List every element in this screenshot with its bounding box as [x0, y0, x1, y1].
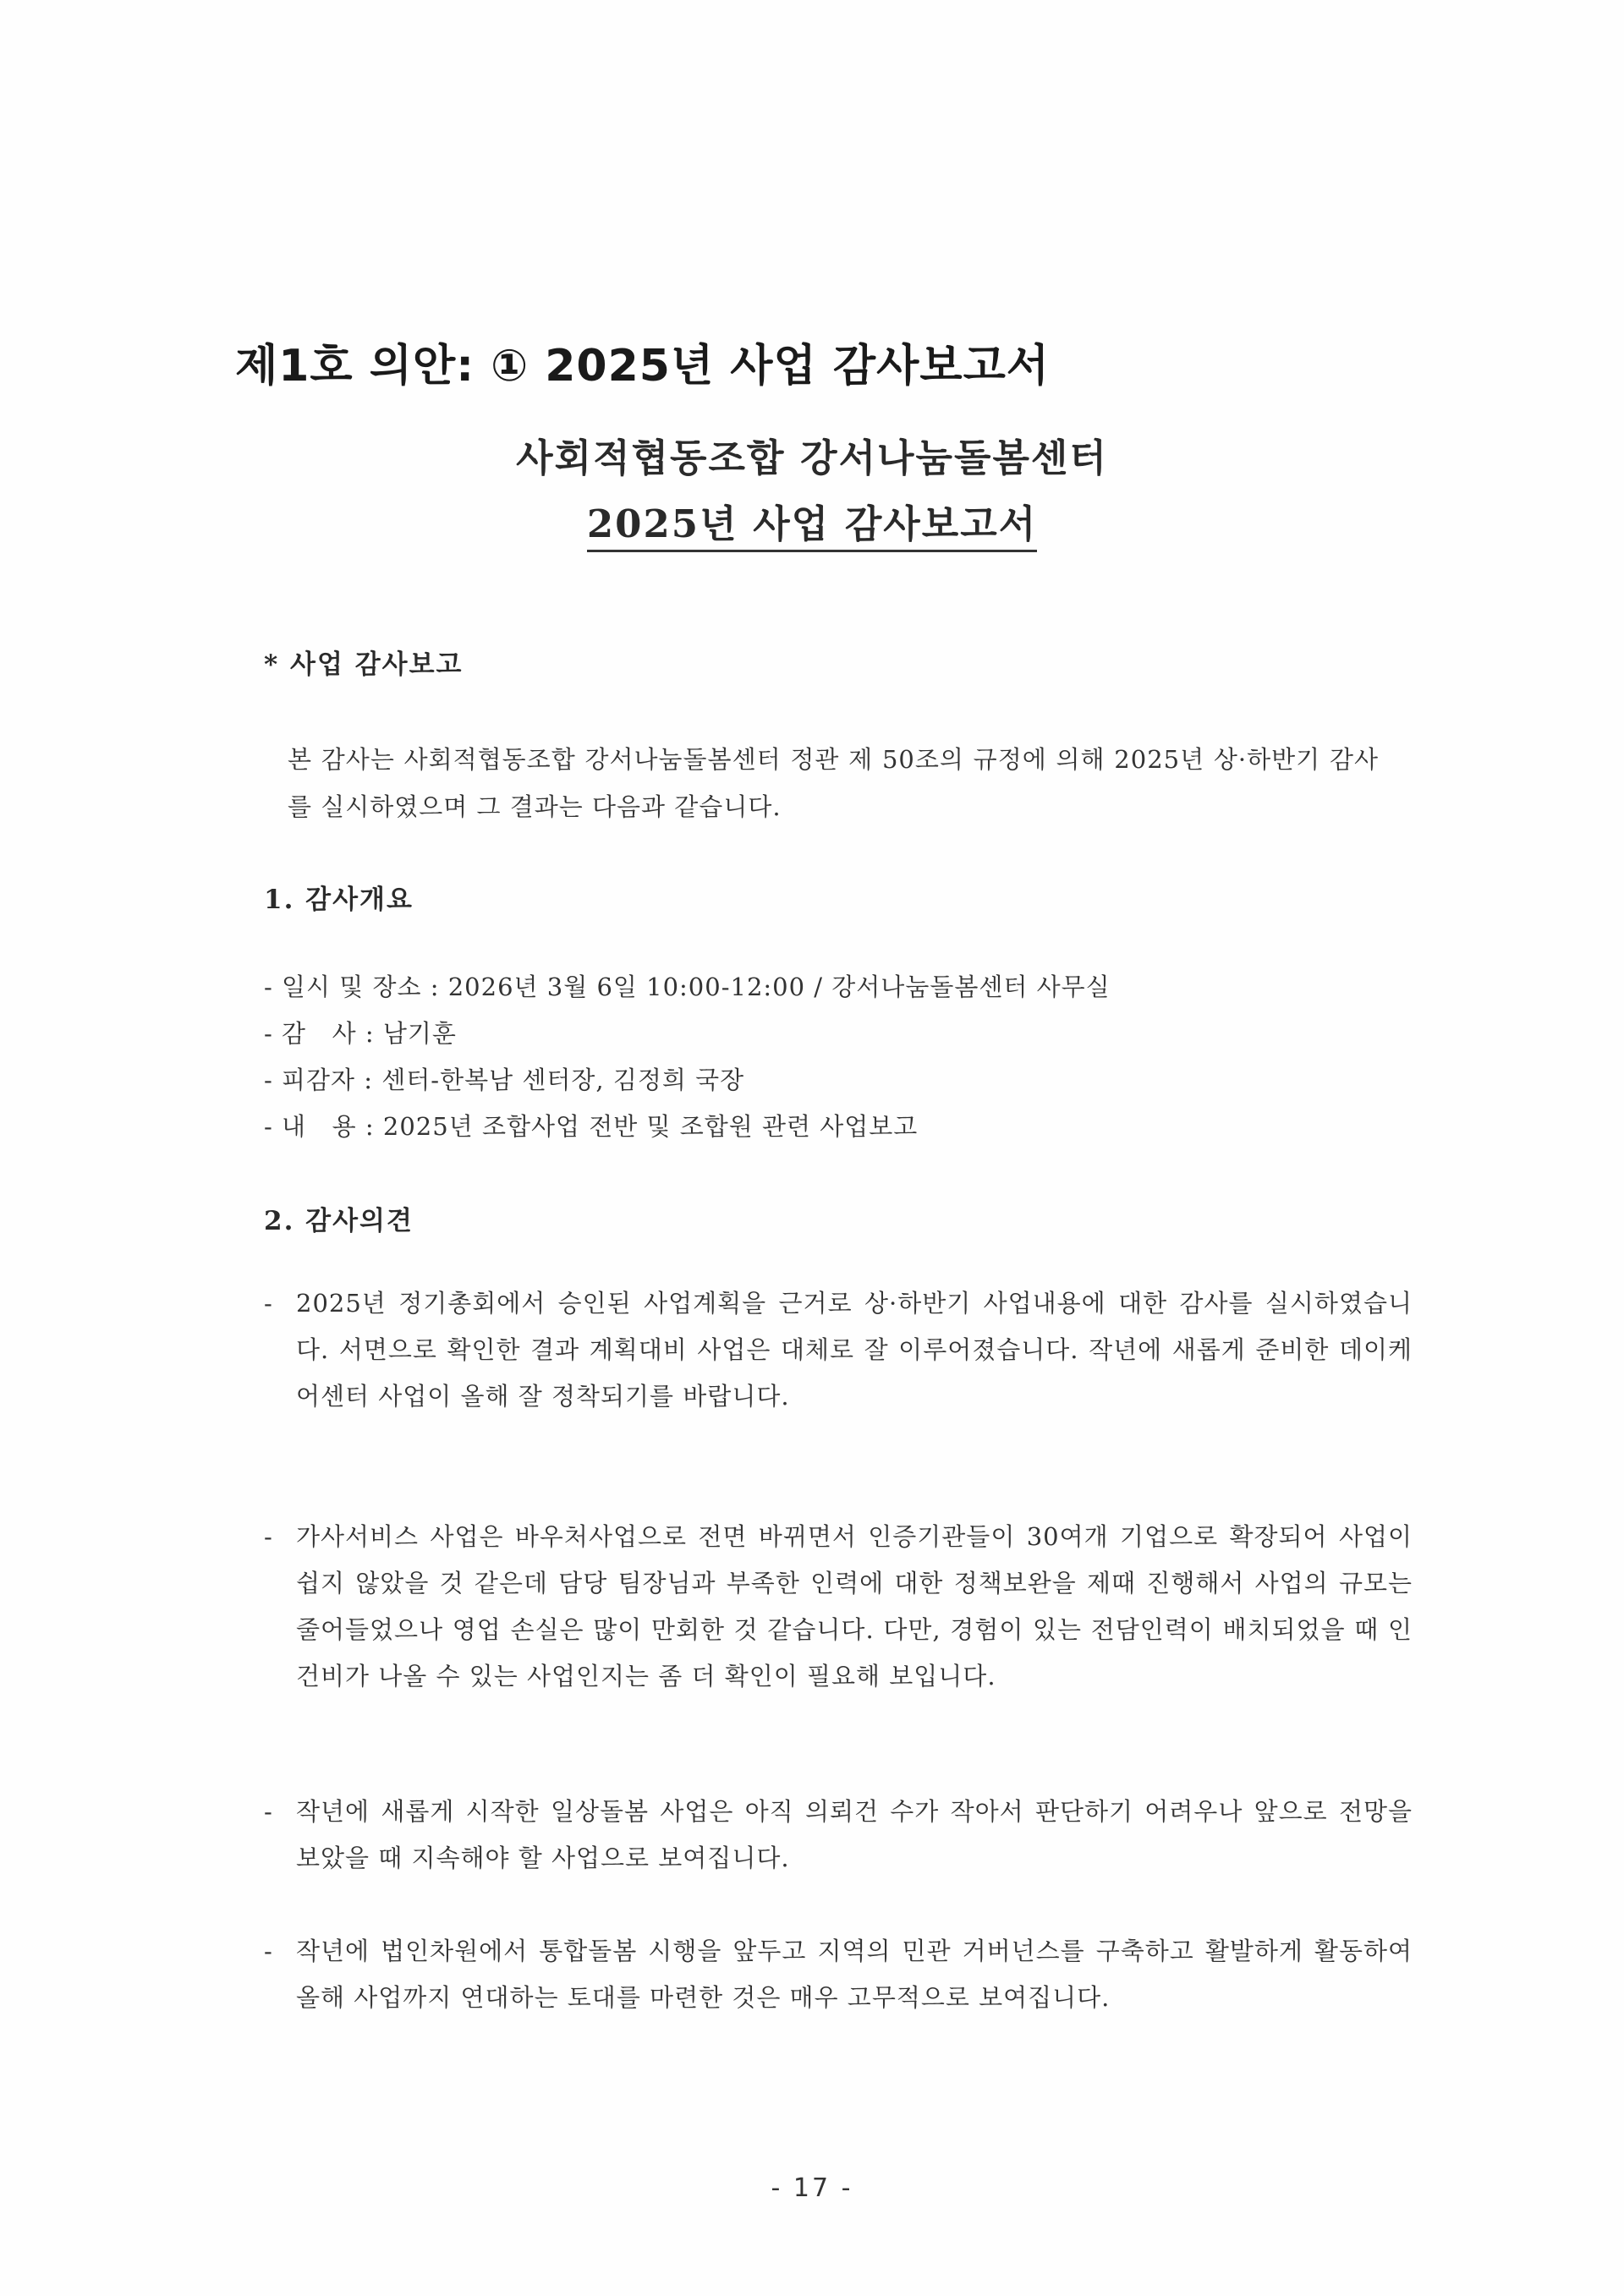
- document-title-report: [0, 493, 1624, 548]
- overview-item-content: - 내 용 : 2025년 조합사업 전반 및 조합원 관련 사업보고: [264, 1112, 919, 1141]
- opinion-item-text: 가사서비스 사업은 바우처사업으로 전면 바뀌면서 인증기관들이 30여개 기업으로 확장되어 사업이 쉽지 않았을 것 같은데 담당 팀장님과 부족한 인력에 대한 정책보완을 제때 진행해서 사업의 규모는 줄어들었으나 영업 손실은 많이 만회한 것 같습니다. 다만, 경험이 있는 전담인력이 배치되었을 때 인건비가 나올 수 있는 사업인지는 좀 더 확인이 필요해 보입니다.: [296, 1522, 1413, 1690]
- overview-item-date-place: - 일시 및 장소 : 2026년 3월 6일 10:00-12:00 / 강서나눔돌봄센터 사무실: [264, 973, 1111, 1001]
- overview-item-auditee: - 피감자 : 센터-한복남 센터장, 김정희 국장: [264, 1066, 745, 1094]
- bullet-dash: -: [264, 1797, 273, 1826]
- opinion-item-text: 작년에 법인차원에서 통합돌봄 시행을 앞두고 지역의 민관 거버넌스를 구축하고 활발하게 활동하여 올해 사업까지 연대하는 토대를 마련한 것은 매우 고무적으로 보여집니다.: [296, 1937, 1413, 2012]
- overview-item-auditor: - 감 사 : 남기훈: [264, 1019, 457, 1048]
- page-number: - 17 -: [771, 2173, 853, 2203]
- opinion-item: [264, 1789, 1413, 1882]
- bullet-dash: -: [264, 1937, 273, 1965]
- overview-list: [264, 964, 1111, 1150]
- agenda-title: 제1호 의안: ① 2025년 사업 감사보고서: [235, 341, 1051, 392]
- overview-heading: 1. 감사개요: [264, 885, 414, 915]
- opinion-item-text: 작년에 새롭게 시작한 일상돌봄 사업은 아직 의뢰건 수가 작아서 판단하기 어려우나 앞으로 전망을 보았을 때 지속해야 할 사업으로 보여집니다.: [296, 1797, 1413, 1872]
- opinion-item: [264, 1928, 1413, 2021]
- bullet-dash: -: [264, 1289, 273, 1318]
- opinion-heading: 2. 감사의견: [264, 1206, 414, 1236]
- opinion-item: [264, 1280, 1413, 1420]
- document-title-organization: 사회적협동조합 강서나눔돌봄센터: [516, 436, 1108, 480]
- report-heading: * 사업 감사보고: [264, 649, 464, 680]
- opinion-item: [264, 1514, 1413, 1700]
- intro-paragraph: 본 감사는 사회적협동조합 강서나눔돌봄센터 정관 제 50조의 규정에 의해 2025년 상·하반기 감사를 실시하였으며 그 결과는 다음과 같습니다.: [288, 745, 1379, 821]
- opinion-item-text: 2025년 정기총회에서 승인된 사업계획을 근거로 상·하반기 사업내용에 대한 감사를 실시하였습니다. 서면으로 확인한 결과 계획대비 사업은 대체로 잘 이루어졌습니다. 작년에 새롭게 준비한 데이케어센터 사업이 올해 잘 정착되기를 바랍니다.: [296, 1289, 1413, 1411]
- bullet-dash: -: [264, 1522, 273, 1551]
- document-title-report-text: 2025년 사업 감사보고서: [587, 501, 1037, 552]
